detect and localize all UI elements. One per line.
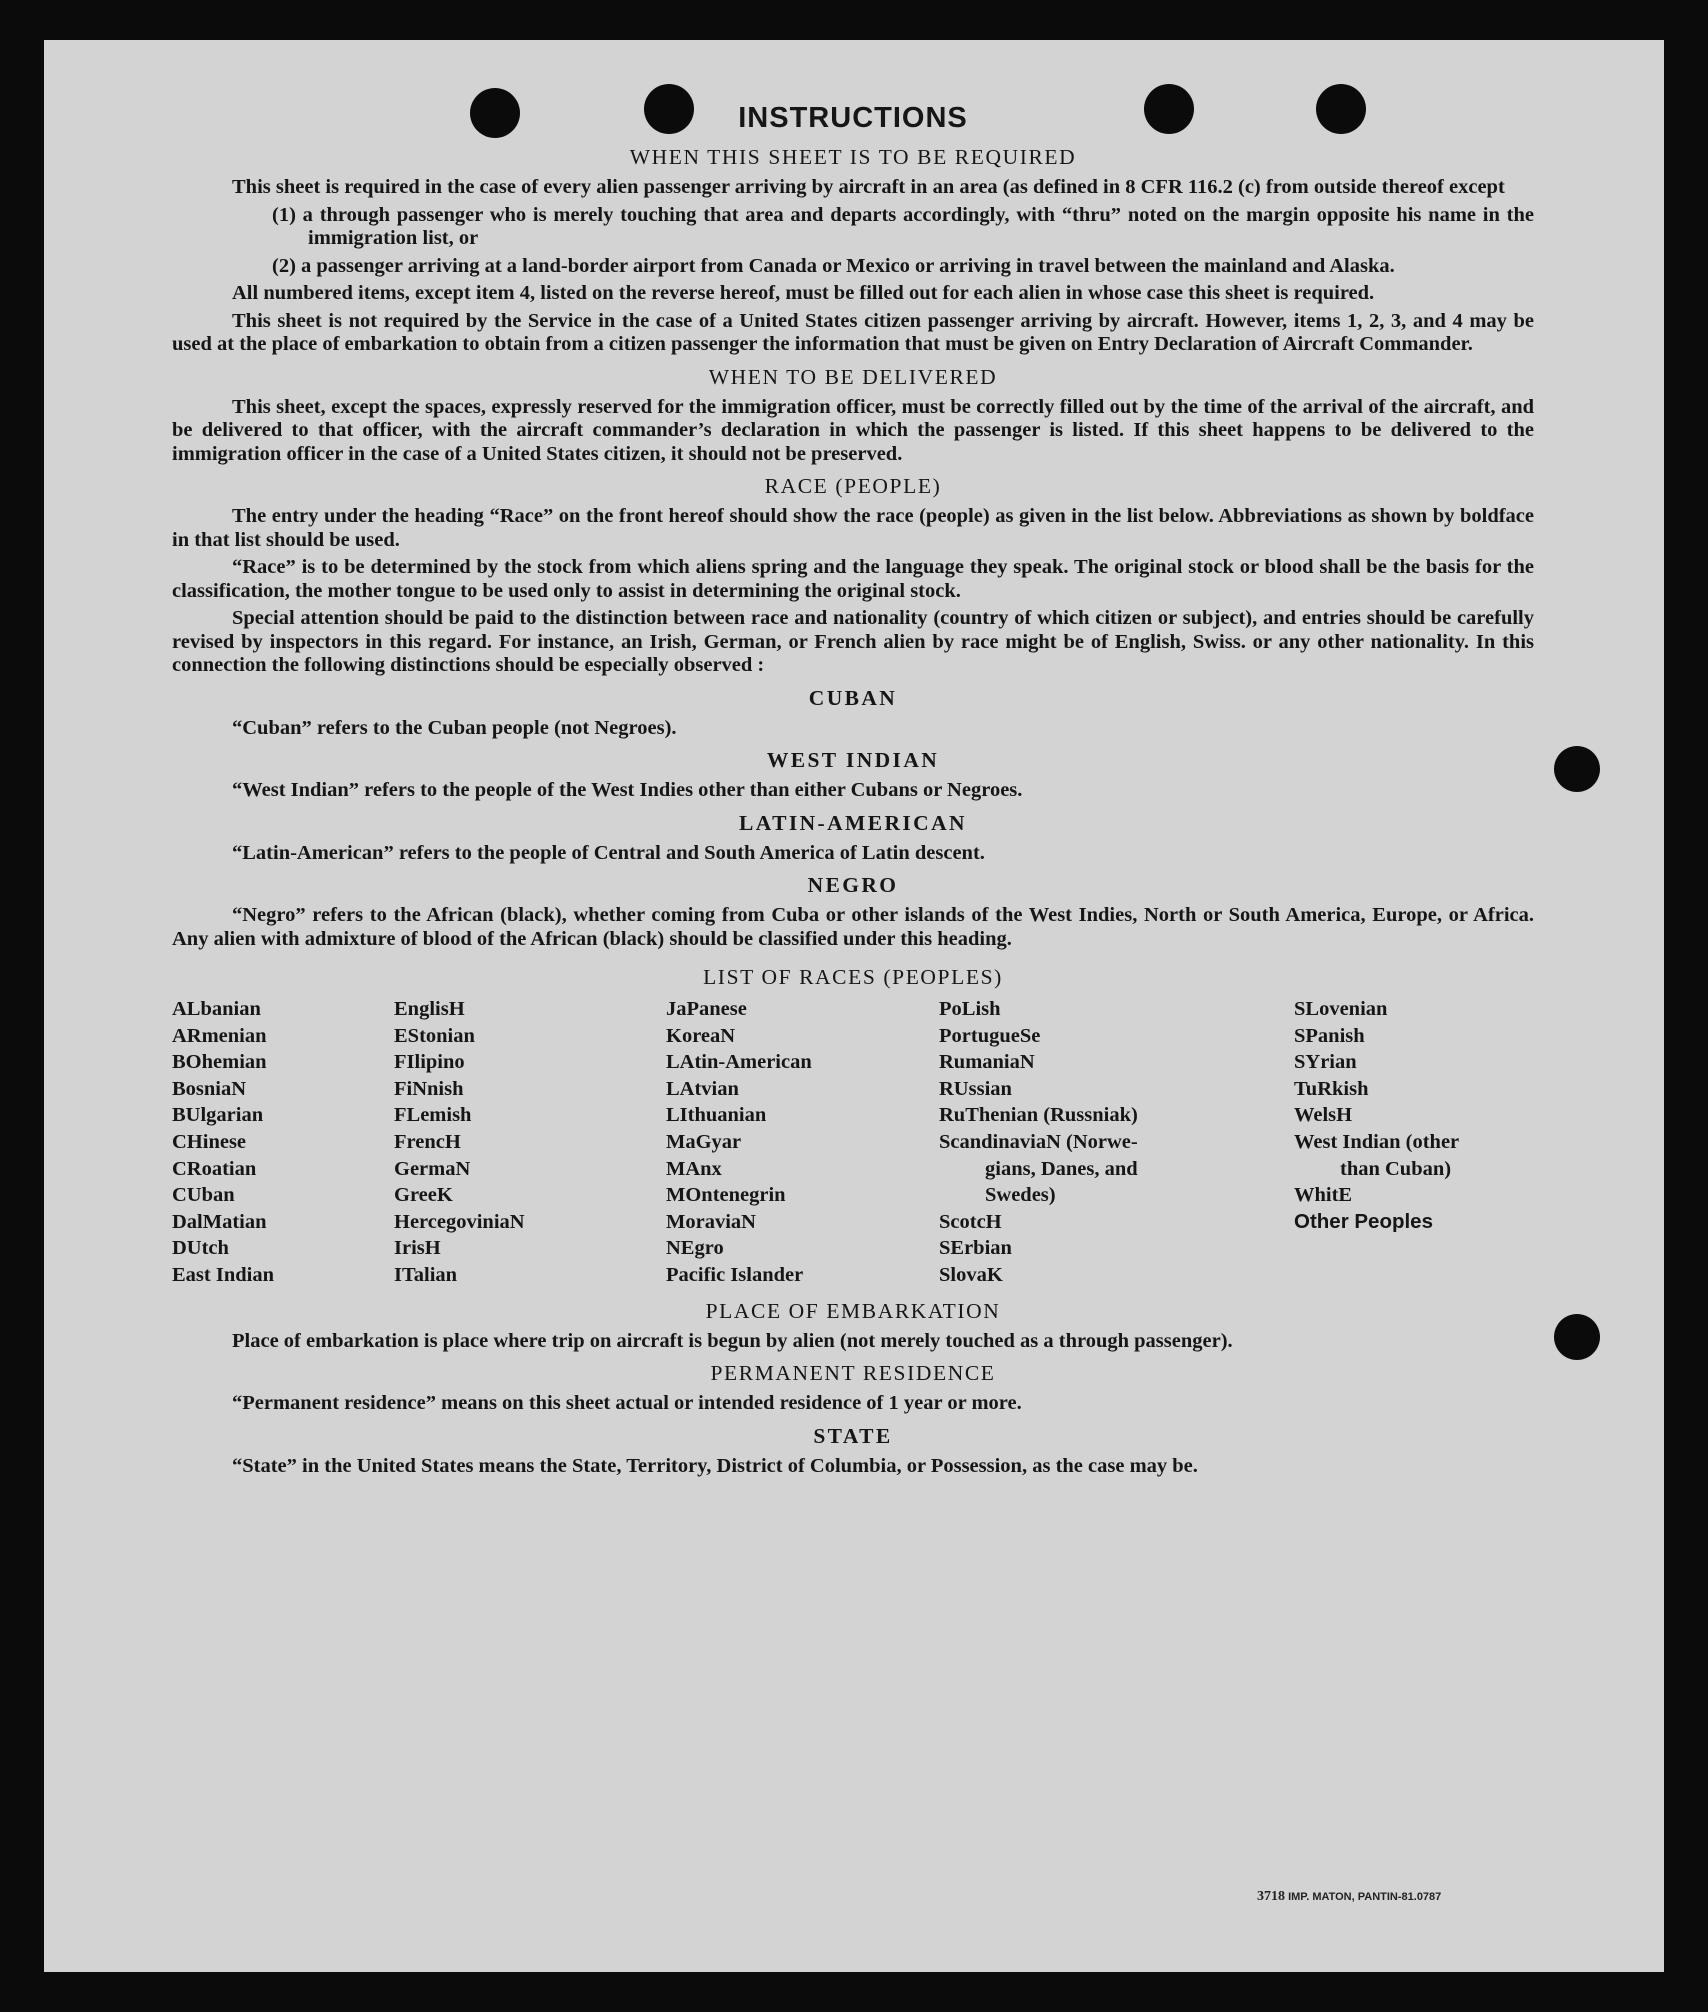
race-entry-continued: gians, Danes, and bbox=[985, 1157, 1138, 1180]
list-heading: LIST OF RACES (PEOPLES) bbox=[703, 965, 1003, 989]
document-title: INSTRUCTIONS bbox=[738, 102, 968, 134]
race-entry: West Indian (other bbox=[1294, 1130, 1460, 1153]
race-entry: CRoatian bbox=[172, 1157, 257, 1180]
race-entry: GermaN bbox=[394, 1157, 471, 1180]
race-entry: BOhemian bbox=[172, 1051, 267, 1074]
race-entry: MaGyar bbox=[666, 1130, 742, 1153]
race-entry-continued: than Cuban) bbox=[1340, 1157, 1452, 1180]
race-entry: TuRkish bbox=[1294, 1077, 1369, 1100]
race-entry: SYrian bbox=[1294, 1051, 1357, 1074]
race-entry: ALbanian bbox=[172, 998, 261, 1020]
section-heading: WEST INDIAN bbox=[766, 748, 940, 772]
race-entry: MOntenegrin bbox=[666, 1184, 786, 1207]
race-entry: BUlgarian bbox=[172, 1104, 264, 1127]
race-entry: ARmenian bbox=[172, 1024, 267, 1047]
race-entry: DalMatian bbox=[172, 1210, 267, 1233]
race-entry: SPanish bbox=[1294, 1024, 1365, 1047]
race-entry: RumaniaN bbox=[939, 1051, 1035, 1074]
race-entry: ITalian bbox=[394, 1263, 458, 1286]
instructions-content bbox=[172, 102, 1534, 1482]
printer-footer bbox=[1257, 1889, 1441, 1905]
section-heading: CUBAN bbox=[808, 685, 898, 710]
race-entry: SlovaK bbox=[939, 1263, 1003, 1286]
race-entry: FiNnish bbox=[394, 1077, 464, 1100]
race-entry: LAtin-American bbox=[666, 1051, 812, 1074]
race-entry: MoraviaN bbox=[666, 1210, 756, 1233]
race-entry: NEgro bbox=[666, 1237, 724, 1260]
document-page bbox=[44, 40, 1664, 1972]
section-heading: LATIN-AMERICAN bbox=[739, 810, 967, 835]
race-entry-continued: Swedes) bbox=[985, 1184, 1056, 1207]
section-heading: WHEN TO BE DELIVERED bbox=[708, 364, 998, 389]
race-entry: SErbian bbox=[939, 1237, 1012, 1260]
race-entry: EStonian bbox=[394, 1024, 475, 1047]
race-column bbox=[172, 996, 394, 1289]
paragraph: The entry under the heading “Race” on the front hereof should show the race (people) as given in the list below. Abbreviations as shown by boldface in that list should be used. bbox=[172, 505, 1534, 551]
race-entry: KoreaN bbox=[666, 1024, 736, 1047]
paragraph: “West Indian” refers to the people of the West Indies other than either Cubans or Negroes. bbox=[232, 779, 1023, 801]
paragraph: “Latin-American” refers to the people of Central and South America of Latin descent. bbox=[232, 841, 985, 864]
race-entry: ScandinaviaN (Norwe- bbox=[939, 1130, 1138, 1153]
printer-mark: IMP. MATON, PANTIN-81.0787 bbox=[1288, 1891, 1442, 1903]
race-list bbox=[172, 996, 1534, 1289]
race-entry: BosniaN bbox=[172, 1077, 247, 1100]
race-entry: Pacific Islander bbox=[666, 1263, 804, 1286]
paragraph: “State” in the United States means the State, Territory, District of Columbia, or Possession, as the case may be. bbox=[232, 1454, 1198, 1477]
race-entry: FIlipino bbox=[394, 1051, 465, 1074]
race-column bbox=[939, 996, 1294, 1289]
race-entry: MAnx bbox=[666, 1157, 722, 1180]
paragraph: This sheet is required in the case of every alien passenger arriving by aircraft in an area (as defined in 8 CFR 116.2 (c) from outside thereof except bbox=[232, 176, 1505, 198]
paragraph: “Negro” refers to the African (black), whether coming from Cuba or other islands of the West Indies, North or South America, Europe, or Africa. Any alien with admixture of blood of the African (black) should be classified under this heading. bbox=[172, 904, 1534, 950]
race-entry: WelsH bbox=[1294, 1104, 1353, 1127]
race-entry: DUtch bbox=[172, 1237, 229, 1260]
section-heading: RACE (PEOPLE) bbox=[764, 474, 942, 498]
paragraph: This sheet is not required by the Service in the case of a United States citizen passenger arriving by aircraft. However, items 1, 2, 3, and 4 may be used at the place of embarkation to obtain from a citizen passenger the information that must be given on Entry Declaration of Aircraft Commander. bbox=[172, 309, 1534, 355]
race-entry: RUssian bbox=[939, 1077, 1012, 1100]
race-entry: JaPanese bbox=[666, 998, 747, 1020]
race-column bbox=[1294, 996, 1534, 1289]
section-heading: PERMANENT RESIDENCE bbox=[710, 1361, 996, 1386]
race-entry: CUban bbox=[172, 1184, 235, 1207]
punch-hole bbox=[1554, 746, 1600, 792]
paragraph: “Race” is to be determined by the stock from which aliens spring and the language they speak. The original stock or blood shall be the basis for the classification, the mother tongue to be used only to assist in determining the original stock. bbox=[172, 556, 1534, 602]
punch-hole bbox=[1554, 1314, 1600, 1360]
paragraph: All numbered items, except item 4, listed on the reverse hereof, must be filled out for each alien in whose case this sheet is required. bbox=[232, 282, 1375, 304]
race-entry: EnglisH bbox=[394, 998, 465, 1020]
race-entry: LIthuanian bbox=[666, 1104, 767, 1127]
race-entry: PoLish bbox=[939, 998, 1001, 1020]
form-number: 3718 bbox=[1257, 1889, 1285, 1904]
section-heading: WHEN THIS SHEET IS TO BE REQUIRED bbox=[629, 145, 1077, 169]
race-entry: FLemish bbox=[394, 1104, 472, 1127]
race-entry: LAtvian bbox=[666, 1077, 739, 1100]
paragraph: Special attention should be paid to the distinction between race and nationality (country of which citizen or subject), and entries should be carefully revised by inspectors in this regard. For instance, an Irish, German, or French alien by race might be of English, Swiss. or any other nationality. In this connection the following distinctions should be especially observed : bbox=[172, 607, 1534, 676]
paragraph: “Cuban” refers to the Cuban people (not Negroes). bbox=[232, 716, 677, 739]
race-entry: CHinese bbox=[172, 1130, 247, 1153]
race-entry: ScotcH bbox=[939, 1210, 1002, 1233]
race-column bbox=[394, 996, 666, 1289]
race-entry: HercegoviniaN bbox=[394, 1210, 525, 1233]
race-entry: IrisH bbox=[394, 1237, 441, 1260]
race-column bbox=[666, 996, 939, 1289]
race-entry: GreeK bbox=[394, 1184, 453, 1207]
race-entry: PortugueSe bbox=[939, 1024, 1041, 1047]
paragraph: Place of embarkation is place where trip on aircraft is begun by alien (not merely touched as a through passenger). bbox=[232, 1329, 1233, 1352]
race-entry: WhitE bbox=[1294, 1184, 1353, 1207]
section-heading: PLACE OF EMBARKATION bbox=[705, 1298, 1001, 1323]
race-entry: East Indian bbox=[172, 1263, 274, 1286]
section-heading: NEGRO bbox=[807, 873, 899, 897]
paragraph-item: (2) a passenger arriving at a land-border airport from Canada or Mexico or arriving in travel between the mainland and Alaska. bbox=[272, 254, 1395, 277]
paragraph-item: (1) a through passenger who is merely touching that area and departs accordingly, with “thru” noted on the margin opposite his name in the immigration list, or bbox=[272, 203, 1534, 249]
section-heading: STATE bbox=[813, 1423, 893, 1448]
paragraph: “Permanent residence” means on this sheet actual or intended residence of 1 year or more. bbox=[232, 1392, 1022, 1415]
race-entry: SLovenian bbox=[1294, 998, 1388, 1020]
paragraph: This sheet, except the spaces, expressly reserved for the immigration officer, must be correctly filled out by the time of the arrival of the aircraft, and be delivered to that officer, with the aircraft commander’s declaration in which the passenger is listed. If this sheet happens to be delivered to the immigration officer in the case of a United States citizen, it should not be preserved. bbox=[172, 395, 1534, 465]
race-entry: RuThenian (Russniak) bbox=[939, 1104, 1138, 1127]
race-entry: FrencH bbox=[394, 1130, 461, 1153]
race-entry: Other Peoples bbox=[1294, 1209, 1433, 1233]
